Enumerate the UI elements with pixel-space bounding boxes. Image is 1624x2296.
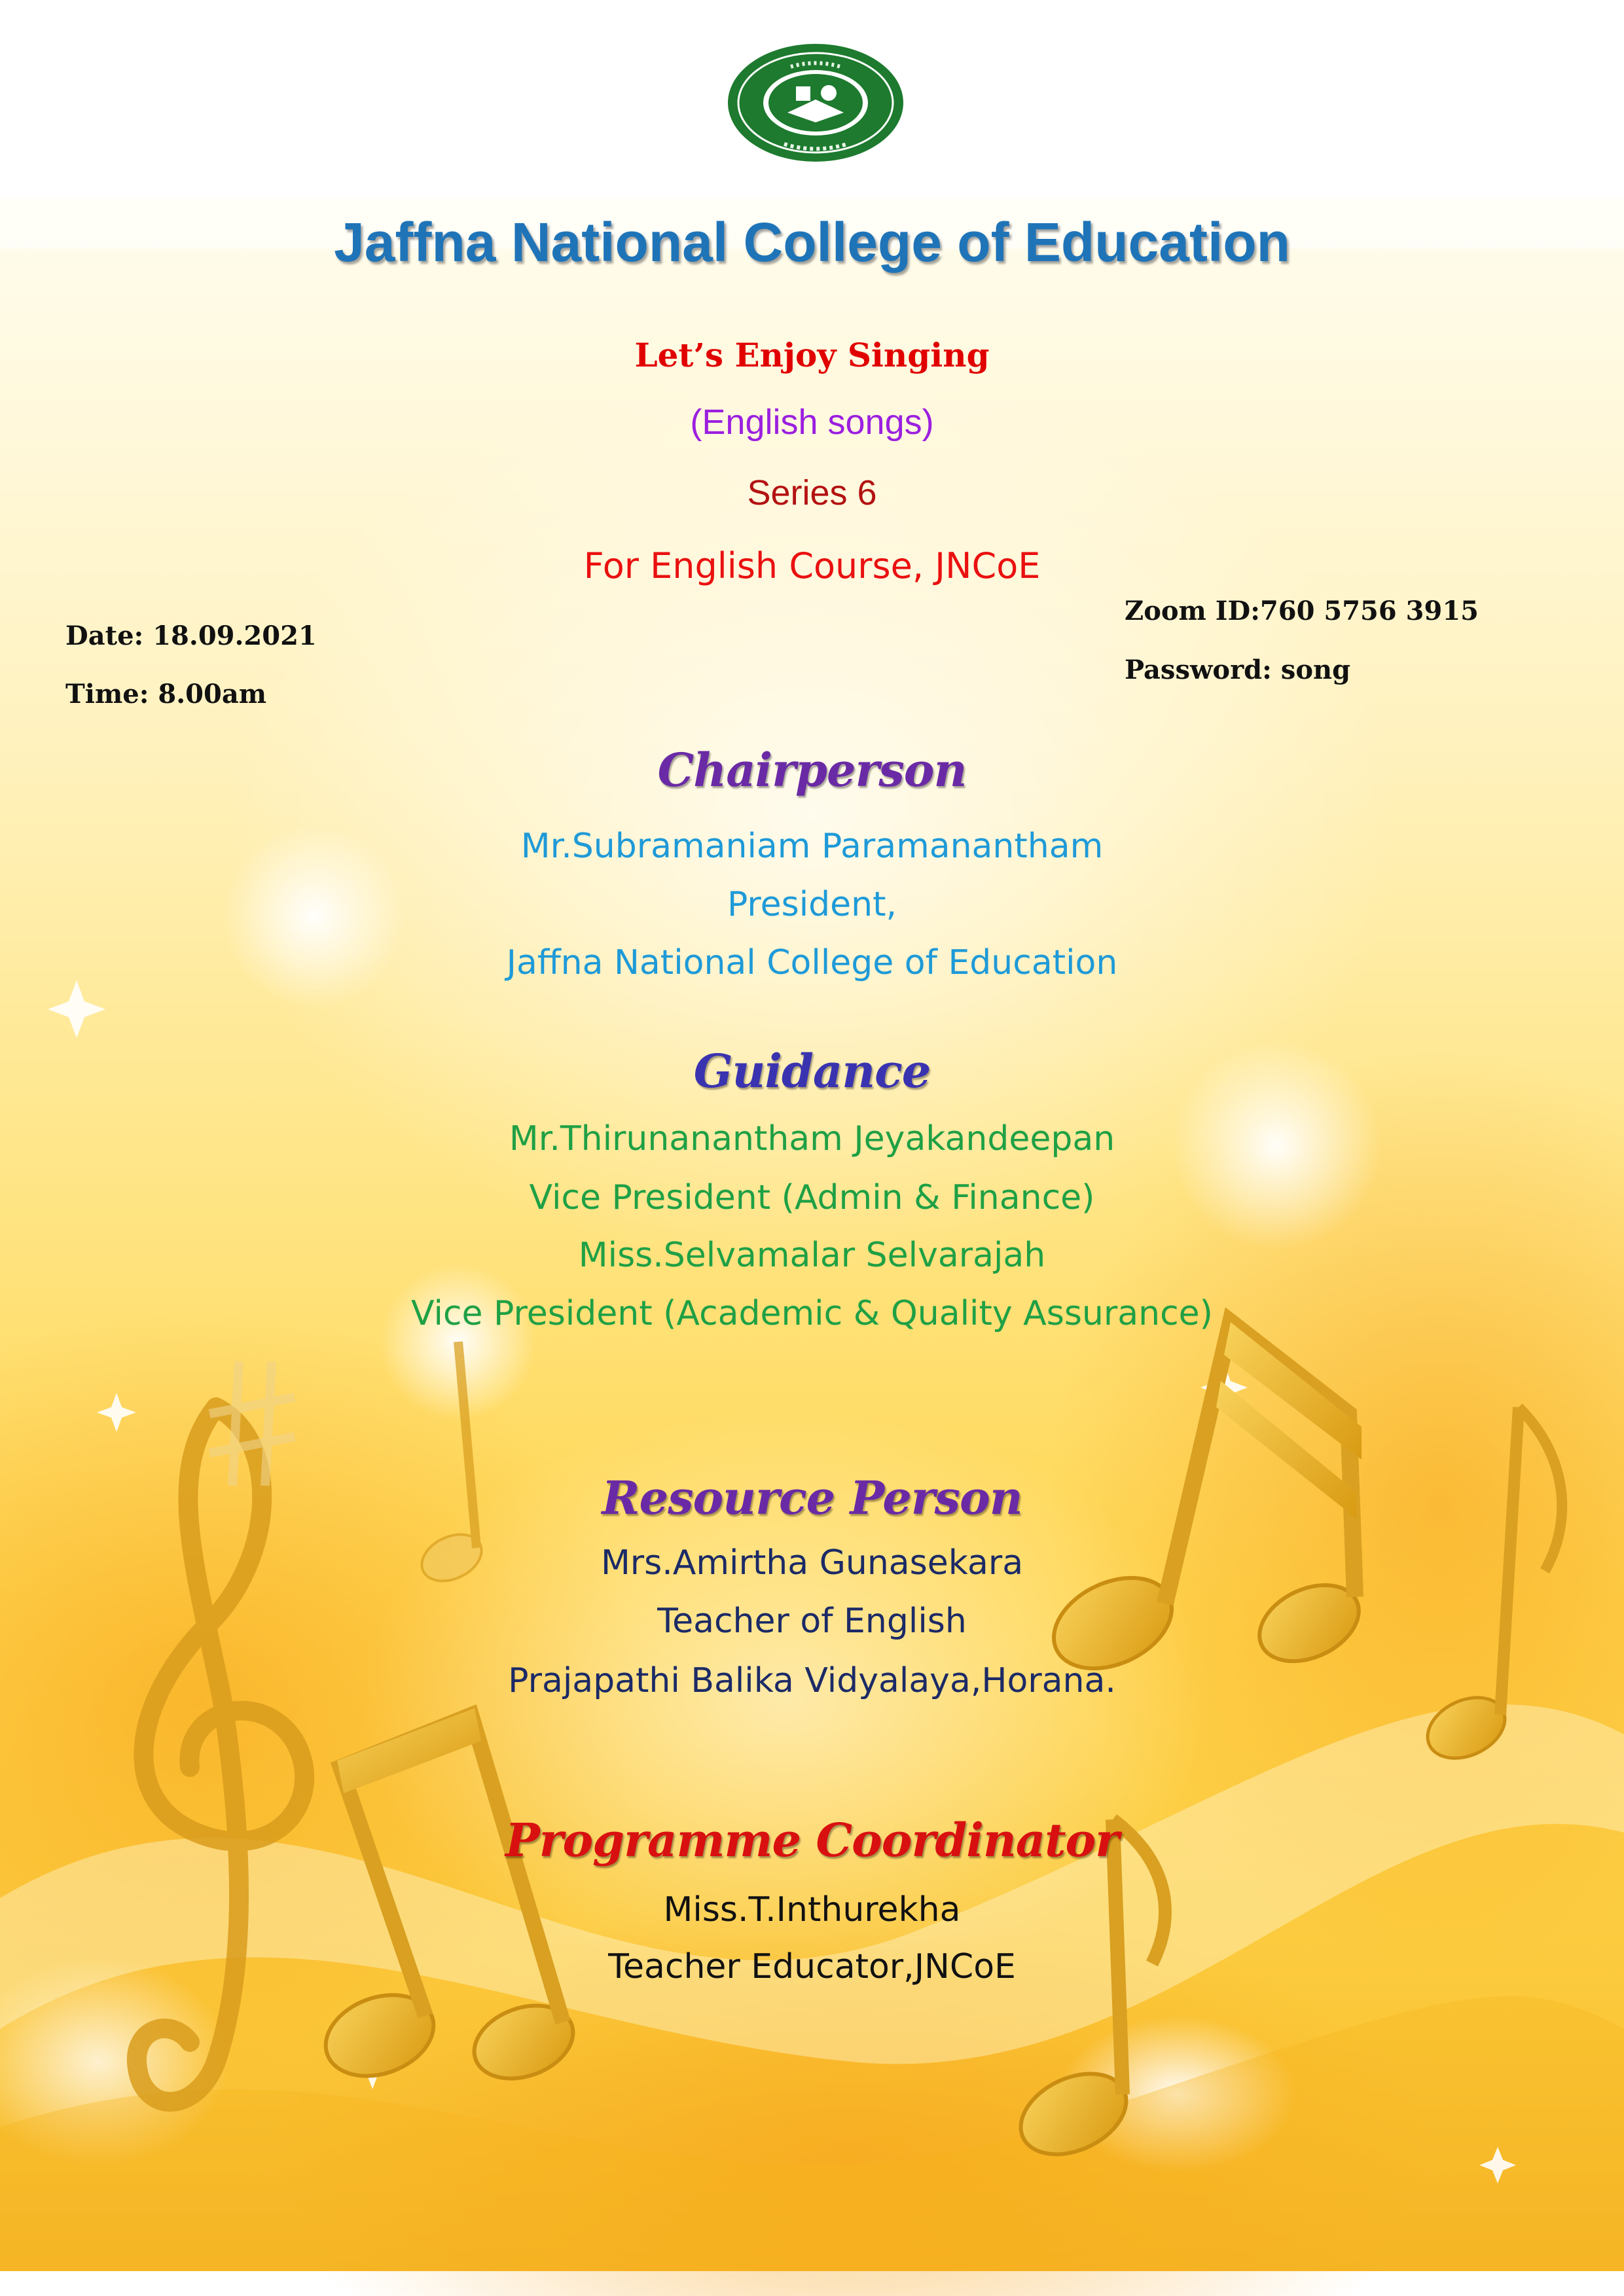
resource-person-name: Mrs.Amirtha Gunasekara	[600, 1543, 1024, 1583]
event-time: Time: 8.00am	[65, 679, 267, 709]
event-date: Date: 18.09.2021	[65, 620, 317, 651]
guidance-role-2: Vice President (Academic & Quality Assurance)	[411, 1294, 1213, 1333]
zoom-id: Zoom ID:760 5756 3915	[1125, 596, 1479, 626]
guidance-heading: Guidance	[693, 1044, 931, 1098]
zoom-password: Password: song	[1125, 655, 1351, 685]
event-series: Series 6	[747, 473, 877, 512]
coordinator-heading: Programme Coordinator	[505, 1813, 1119, 1867]
guidance-name-2: Miss.Selvamalar Selvarajah	[578, 1236, 1046, 1275]
coordinator-name: Miss.T.Inthurekha	[663, 1890, 961, 1929]
event-audience: For English Course, JNCoE	[583, 545, 1041, 586]
college-title: Jaffna National College of Education	[334, 211, 1290, 273]
chairperson-role: President,	[727, 885, 897, 924]
resource-person-heading: Resource Person	[602, 1471, 1022, 1525]
resource-person-school: Prajapathi Balika Vidyalaya,Horana.	[508, 1661, 1116, 1700]
event-title: Let’s Enjoy Singing	[634, 336, 990, 374]
chairperson-name: Mr.Subramaniam Paramanantham	[520, 827, 1104, 866]
college-emblem-icon	[725, 41, 906, 165]
guidance-role-1: Vice President (Admin & Finance)	[529, 1178, 1095, 1217]
chairperson-heading: Chairperson	[657, 743, 967, 797]
coordinator-role: Teacher Educator,JNCoE	[608, 1947, 1016, 1986]
resource-person-role: Teacher of English	[657, 1602, 967, 1641]
event-subtitle: (English songs)	[690, 403, 934, 442]
chairperson-institution: Jaffna National College of Education	[506, 943, 1118, 982]
guidance-name-1: Mr.Thirunanantham Jeyakandeepan	[509, 1119, 1115, 1158]
